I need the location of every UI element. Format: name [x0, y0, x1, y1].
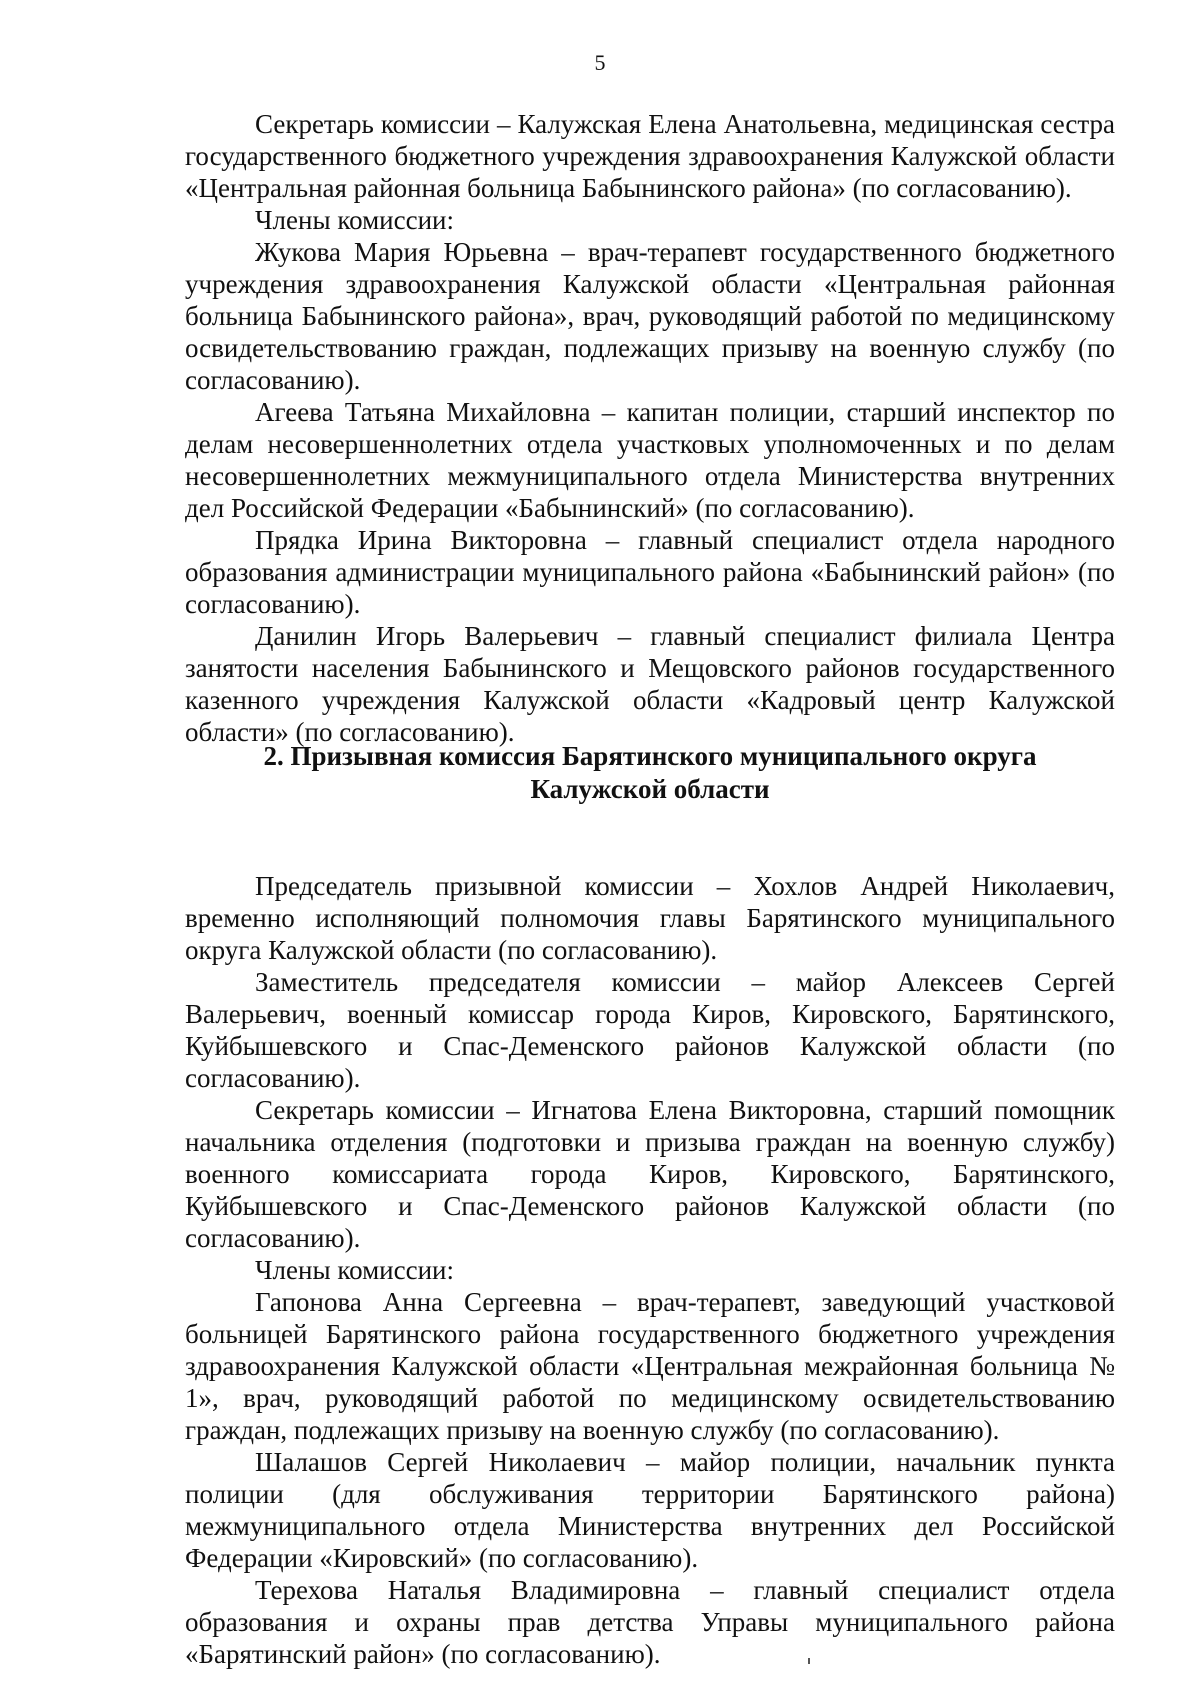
paragraph-members-heading: Члены комиссии:: [255, 1255, 454, 1285]
section-2-heading-line-2: Калужской области: [530, 774, 770, 804]
paragraph-secretary: Секретарь комиссии – Калужская Елена Анатольевна, медицинская сестра государственного бюджетного учреждения здравоохранения Калужской области «Центральная районная больница Бабынинского района» (по согласованию).: [185, 109, 1115, 203]
section-2-heading-line-1: 2. Призывная комиссия Барятинского муниципального округа: [263, 741, 1037, 771]
paragraph-member: Гапонова Анна Сергеевна – врач-терапевт, заведующий участковой больницей Барятинского района государственного бюджетного учреждения здравоохранения Калужской области «Центральная межрайонная больница № 1», врач, руководящий работой по медицинскому освидетельствованию граждан, подлежащих призыву на военную службу (по согласованию).: [185, 1287, 1115, 1445]
paragraph-secretary: Секретарь комиссии – Игнатова Елена Викторовна, старший помощник начальника отделения (подготовки и призыва граждан на военную службу) военного комиссариата города Киров, Кировского, Барятинского, Куйбышевского и Спас-Деменского районов Калужской области (по согласованию).: [185, 1095, 1115, 1253]
scan-artifact-mark: [808, 1658, 810, 1664]
section-1-members: [185, 108, 1115, 748]
paragraph-chairman: Председатель призывной комиссии – Хохлов Андрей Николаевич, временно исполняющий полномочия главы Барятинского муниципального округа Калужской области (по согласованию).: [185, 871, 1115, 965]
paragraph-member: Данилин Игорь Валерьевич – главный специалист филиала Центра занятости населения Бабынинского и Мещовского районов государственного казенного учреждения Калужской области «Кадровый центр Калужской области» (по согласованию).: [185, 621, 1115, 747]
paragraph-member: Жукова Мария Юрьевна – врач-терапевт государственного бюджетного учреждения здравоохранения Калужской области «Центральная районная больница Бабынинского района», врач, руководящий работой по медицинскому освидетельствованию граждан, подлежащих призыву на военную службу (по согласованию).: [185, 237, 1115, 395]
paragraph-member: Шалашов Сергей Николаевич – майор полиции, начальник пункта полиции (для обслуживания территории Барятинского района) межмуниципального отдела Министерства внутренних дел Российской Федерации «Кировский» (по согласованию).: [185, 1447, 1115, 1573]
section-2-body: [185, 870, 1115, 1670]
paragraph-member: Агеева Татьяна Михайловна – капитан полиции, старший инспектор по делам несовершеннолетних отдела участковых уполномоченных и по делам несовершеннолетних межмуниципального отдела Министерства внутренних дел Российской Федерации «Бабынинский» (по согласованию).: [185, 397, 1115, 523]
paragraph-members-heading: Члены комиссии:: [255, 205, 454, 235]
paragraph-deputy-chairman: Заместитель председателя комиссии – майор Алексеев Сергей Валерьевич, военный комиссар города Киров, Кировского, Барятинского, Куйбышевского и Спас-Деменского районов Калужской области (по согласованию).: [185, 967, 1115, 1093]
section-2-heading: [185, 740, 1115, 806]
paragraph-member: Терехова Наталья Владимировна – главный специалист отдела образования и охраны прав детства Управы муниципального района «Барятинский район» (по согласованию).: [185, 1575, 1115, 1669]
paragraph-member: Прядка Ирина Викторовна – главный специалист отдела народного образования администрации муниципального района «Бабынинский район» (по согласованию).: [185, 525, 1115, 619]
page-number: 5: [594, 50, 606, 75]
